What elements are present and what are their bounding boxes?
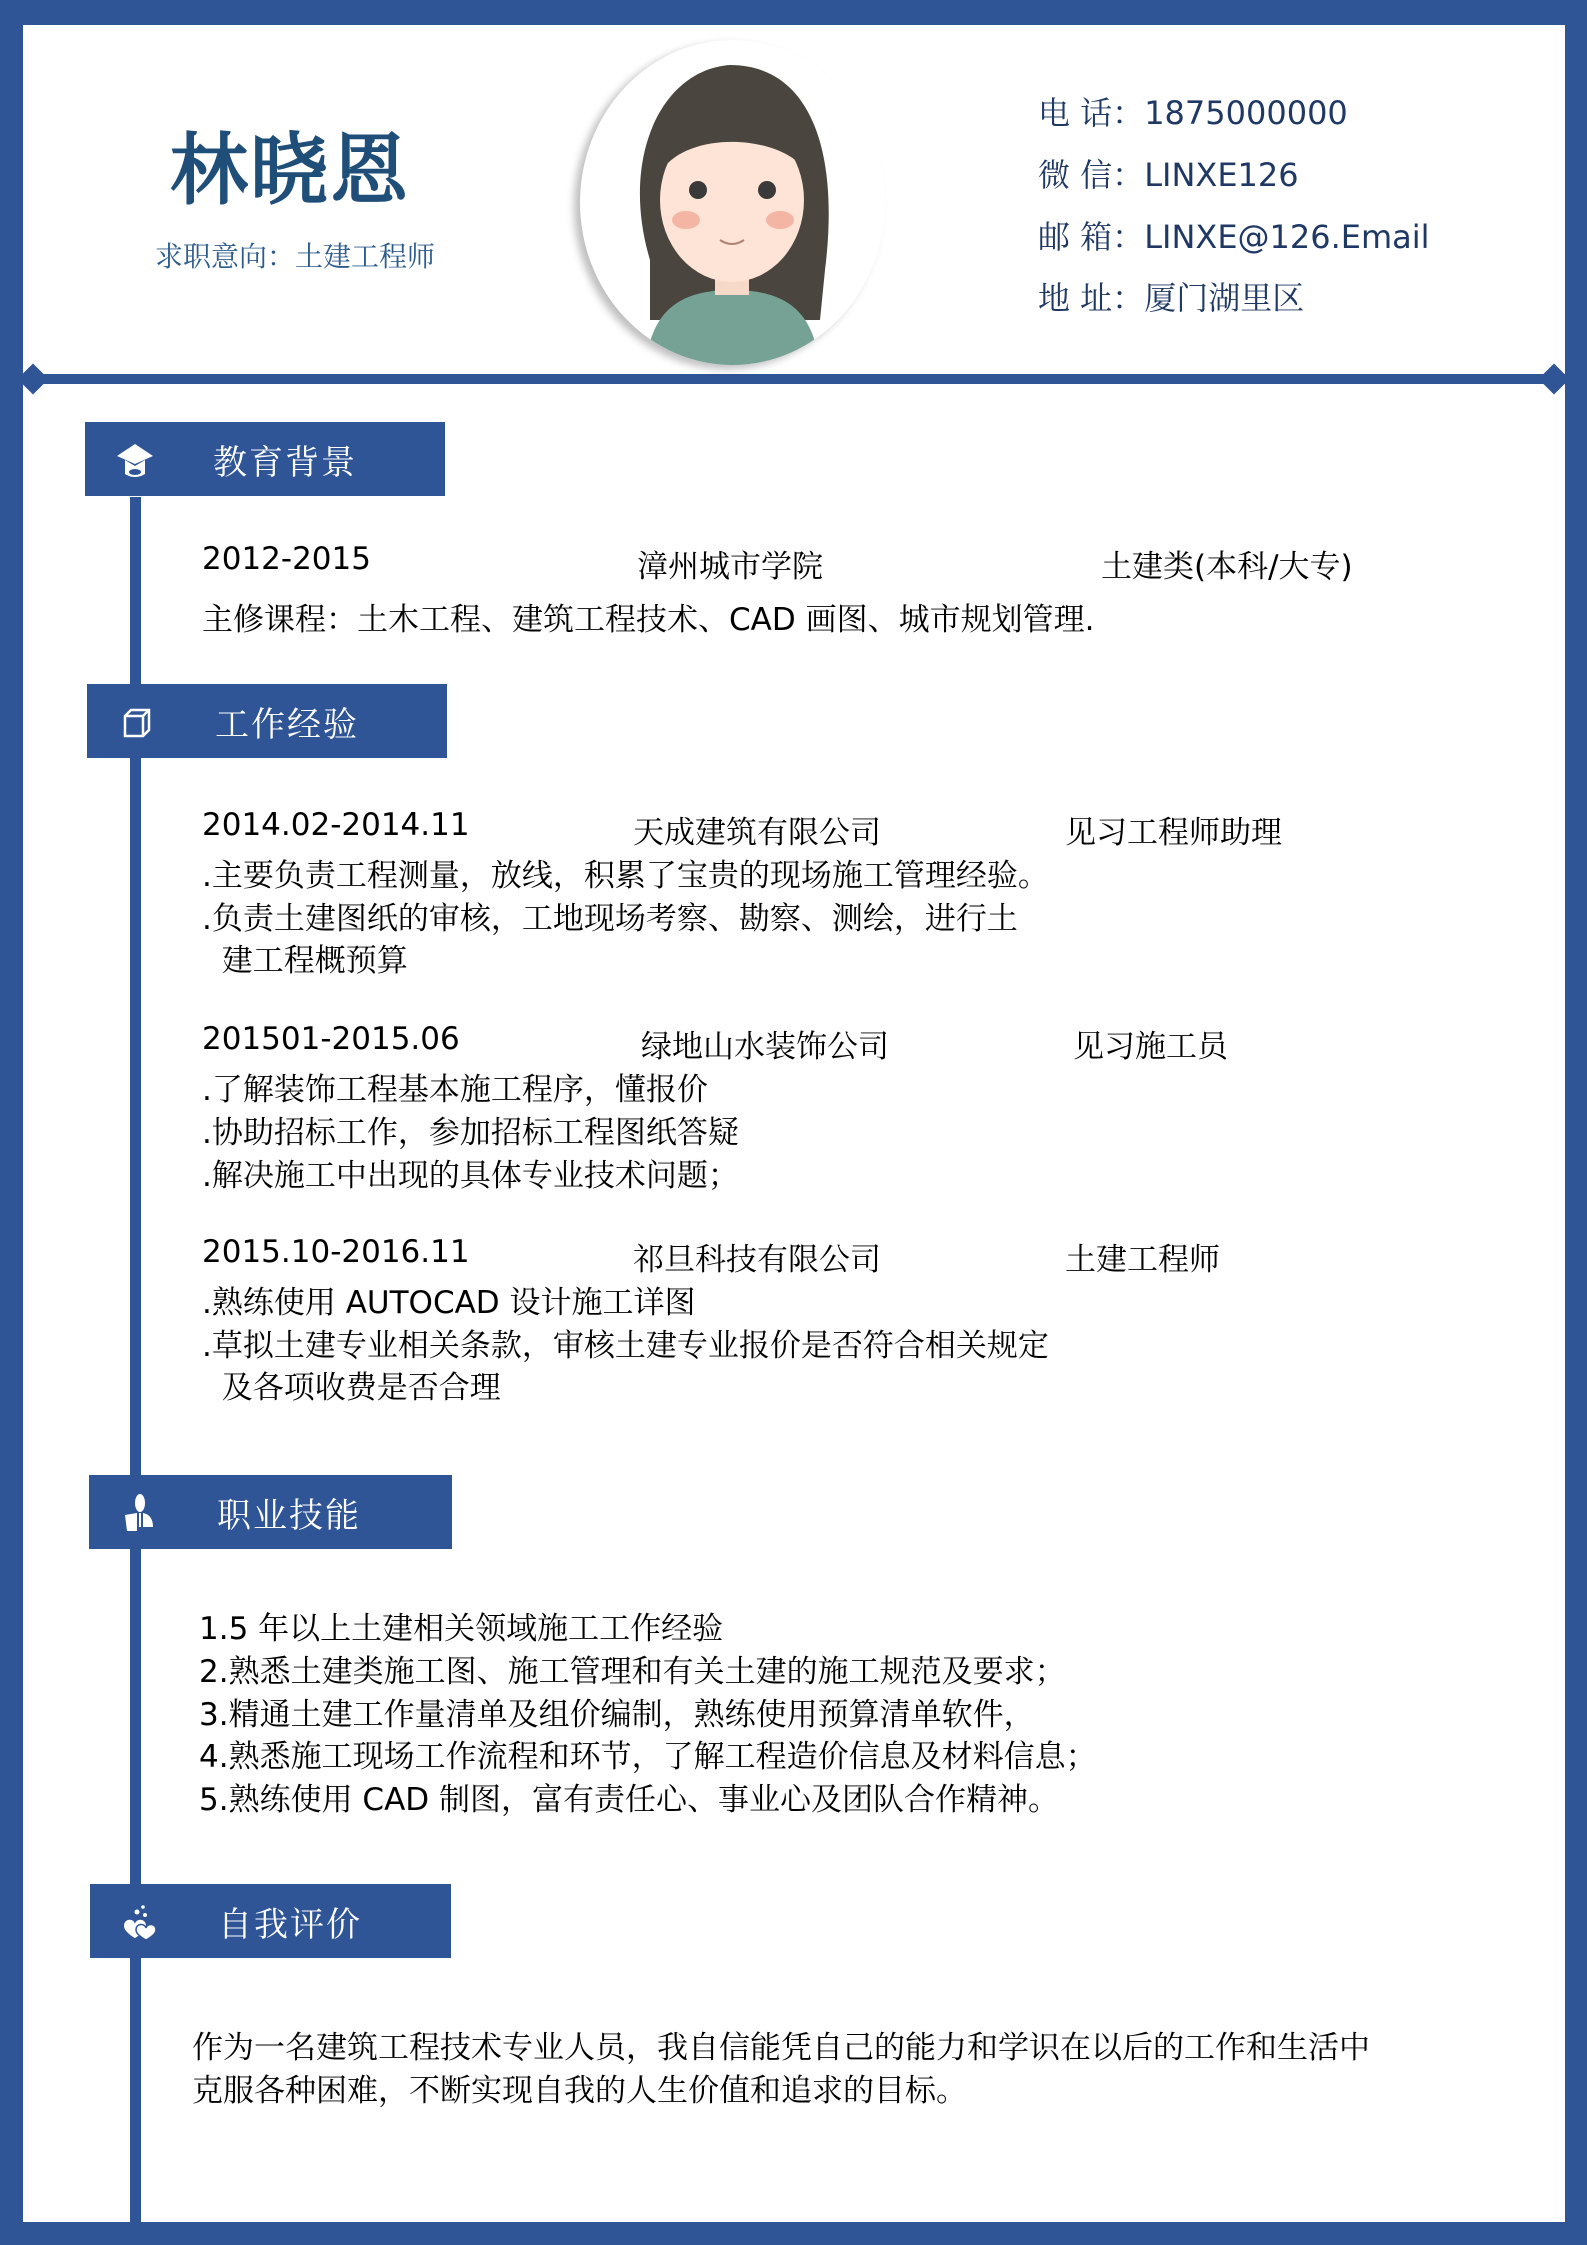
skill-item: 2.熟悉土建类施工图、施工管理和有关土建的施工规范及要求； bbox=[199, 1654, 1066, 1690]
skill-item: 3.精通土建工作量清单及组价编制，熟练使用预算清单软件， bbox=[199, 1697, 1035, 1733]
graduation-cap-icon bbox=[115, 440, 155, 480]
skill-item: 1.5 年以上土建相关领域施工工作经验 bbox=[199, 1611, 724, 1647]
section-header-skills bbox=[89, 1475, 452, 1549]
job-duty: .负责土建图纸的审核，工地现场考察、勘察、测绘，进行土 bbox=[202, 901, 1018, 937]
job-period: 2014.02-2014.11 bbox=[202, 807, 470, 843]
edu-courses: 主修课程：土木工程、建筑工程技术、CAD 画图、城市规划管理. bbox=[202, 602, 1095, 638]
job-company: 天成建筑有限公司 bbox=[633, 815, 881, 851]
job-role: 土建工程师 bbox=[1065, 1242, 1220, 1278]
contact-wechat: 微 信：LINXE126 bbox=[1038, 156, 1299, 194]
job-role: 见习工程师助理 bbox=[1065, 815, 1282, 851]
hearts-icon bbox=[120, 1902, 160, 1942]
section-title: 教育背景 bbox=[213, 442, 357, 483]
job-duty: .主要负责工程测量，放线，积累了宝贵的现场施工管理经验。 bbox=[202, 858, 1049, 894]
job-period: 201501-2015.06 bbox=[202, 1021, 460, 1057]
job-period: 2015.10-2016.11 bbox=[202, 1234, 470, 1270]
job-intent: 求职意向：土建工程师 bbox=[155, 240, 436, 273]
job-duty: .熟练使用 AUTOCAD 设计施工详图 bbox=[202, 1285, 696, 1321]
job-duty: .协助招标工作，参加招标工程图纸答疑 bbox=[202, 1115, 739, 1151]
candidate-name: 林晓恩 bbox=[170, 126, 411, 216]
edu-period: 2012-2015 bbox=[202, 541, 371, 577]
section-header-education bbox=[85, 422, 445, 496]
job-duty: .了解装饰工程基本施工程序，懂报价 bbox=[202, 1072, 708, 1108]
job-duty: .草拟土建专业相关条款，审核土建专业报价是否符合相关规定 bbox=[202, 1328, 1049, 1364]
self-evaluation-text: 作为一名建筑工程技术专业人员，我自信能凭自己的能力和学识在以后的工作和生活中 bbox=[192, 2030, 1370, 2066]
skill-item: 5.熟练使用 CAD 制图，富有责任心、事业心及团队合作精神。 bbox=[199, 1782, 1060, 1818]
contact-phone: 电 话：1875000000 bbox=[1038, 94, 1348, 132]
job-duty: 及各项收费是否合理 bbox=[202, 1370, 501, 1406]
job-duty: 建工程概预算 bbox=[202, 943, 408, 979]
section-title: 工作经验 bbox=[215, 704, 359, 745]
job-company: 祁旦科技有限公司 bbox=[633, 1242, 881, 1278]
section-title: 自我评价 bbox=[218, 1904, 362, 1945]
section-header-work bbox=[87, 684, 447, 758]
section-header-self bbox=[90, 1884, 451, 1958]
header-divider bbox=[23, 374, 1565, 384]
job-duty: .解决施工中出现的具体专业技术问题； bbox=[202, 1158, 739, 1194]
contact-email: 邮 箱：LINXE@126.Email bbox=[1038, 218, 1430, 256]
edu-degree: 土建类(本科/大专) bbox=[1101, 549, 1353, 585]
businessman-icon bbox=[119, 1493, 159, 1533]
edu-school: 漳州城市学院 bbox=[637, 549, 823, 585]
job-company: 绿地山水装饰公司 bbox=[641, 1029, 889, 1065]
skill-item: 4.熟悉施工现场工作流程和环节，了解工程造价信息及材料信息； bbox=[199, 1739, 1097, 1775]
cube-icon bbox=[117, 702, 157, 742]
avatar bbox=[580, 40, 885, 365]
job-role: 见习施工员 bbox=[1073, 1029, 1228, 1065]
contact-address: 地 址：厦门湖里区 bbox=[1038, 279, 1305, 317]
self-evaluation-text: 克服各种困难，不断实现自我的人生价值和追求的目标。 bbox=[192, 2073, 967, 2109]
section-title: 职业技能 bbox=[217, 1495, 361, 1536]
